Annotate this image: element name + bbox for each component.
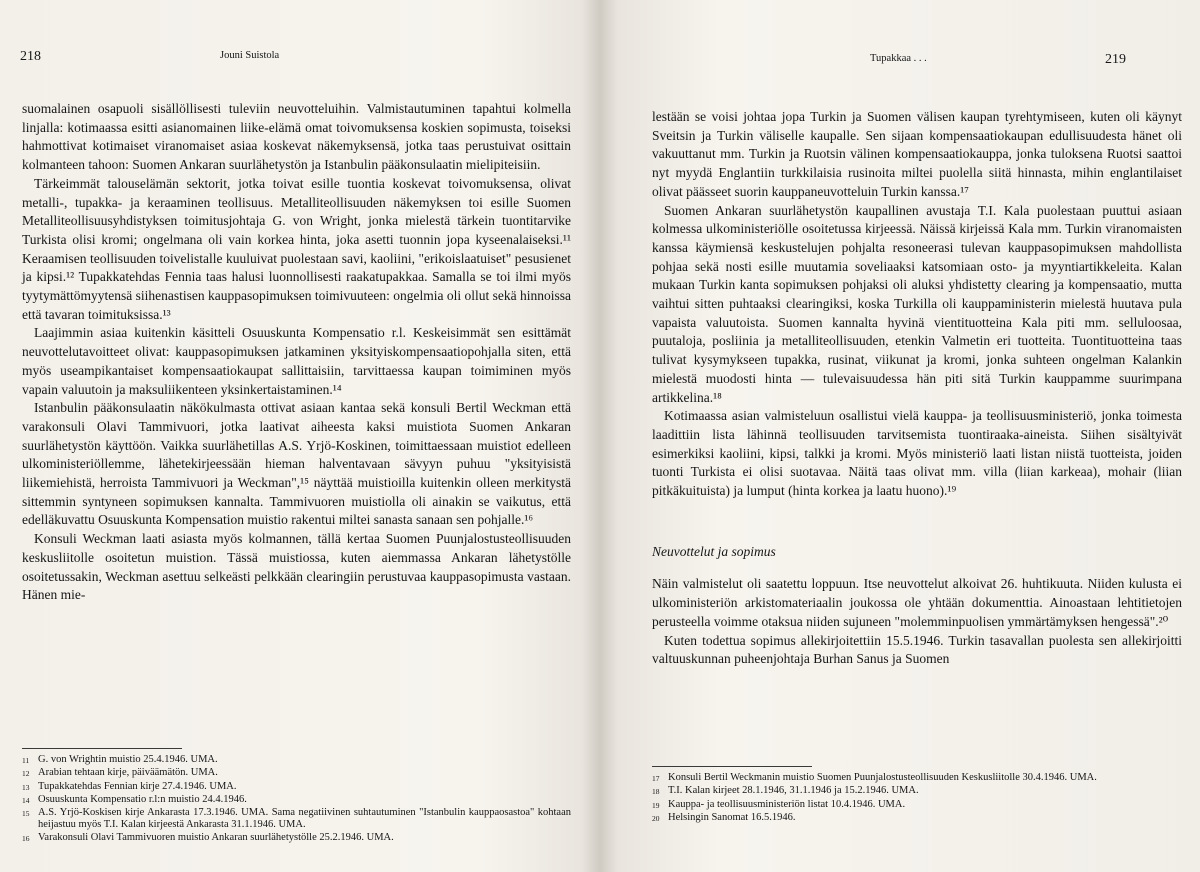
- footnote-text: A.S. Yrjö-Koskisen kirje Ankarasta 17.3.1946. UMA. Sama negatiivinen suhtautuminen "Istanbulin kauppaosastoa" kohtaan heijastuu myös T.I. Kalan kirjeestä Ankarasta 31.1.1946. UMA.: [38, 807, 571, 831]
- paragraph: Laajimmin asiaa kuitenkin käsitteli Osuuskunta Kompensatio r.l. Keskeisimmät sen esittämät neuvottelutavoitteet olivat: kauppasopimuksen jatkaminen yksityiskompensaatiopohjalla siten, että myös useampikantaiset kompensaatiokaupat sallittaisiin, tarvittaessa kaupan toimiminen myös vapain valuutoin ja maksuliikenteen yksinkertaistaminen.¹⁴: [22, 325, 571, 397]
- footnote: [652, 799, 1182, 812]
- paragraph: lestään se voisi johtaa jopa Turkin ja Suomen välisen kaupan tyrehtymiseen, kuten oli käynyt Sveitsin ja Turkin väliselle kaupalle. Sen sijaan kompensaatiokaupan edullisuudesta hänet oli vakuuttanut mm. Turkin ja Ruotsin välinen kompensaatiokauppa, jonka tuloksena Ruotsi saattoi nyt myydä Englantiin turkkilaisia rusinoita miltei puolella siitä hinnasta, mihin englantilaiset olivat päässeet suorin kauppaneuvotteluin Turkin kanssa.¹⁷: [652, 109, 1182, 199]
- footnote-rule: [652, 766, 812, 767]
- footnote-text: Tupakkatehdas Fennian kirje 27.4.1946. UMA.: [38, 780, 237, 792]
- paragraph: Tärkeimmät talouselämän sektorit, jotka toivat esille tuontia koskevat toivomuksensa, olivat metalli-, tupakka- ja keraaminen teollisuus. Metalliteollisuuden näkemyksen toi esille Suomen Metalliteollisuusyhdistyksen toimitusjohtaja G. von Wright, jonka mielestä tärkein tuontitarvike Turkista olisi kromi; ongelmana oli vain korkea hinta, joka asetti tuonnin jopa kyseenalaiseksi.¹¹ Keraamisen teollisuuden toivelistalle kuuluivat puolestaan savi, kaoliini, "erikoislaatuiset" pesusienet ja kipsi.¹² Tupakkatehdas Fennia taas halusi luonnollisesti raakatupakkaa. Samalla se toi ilmi myös tyytymättömyytensä siihenastisen kauppasopimuksen toimivuuteen: ongelmia oli ollut sekä hinnoissa että tavaran toimituksissa.¹³: [22, 175, 571, 322]
- footnote-text: Osuuskunta Kompensatio r.l:n muistio 24.4.1946.: [38, 793, 247, 805]
- paragraph: Suomen Ankaran suurlähetystön kaupallinen avustaja T.I. Kala puolestaan puuttui asiaan kolmessa ulkoministeriölle osoitetussa kirjeessä. Näissä kirjeissä Kala mm. Turkin viranomaisten kanssa käymiensä keskustelujen pohjalta resoneerasi tulevan kauppasopimuksen mahdollista pohjaa sekä nosti esille muutamia soveliaaksi katsomiaan osto- ja myyntiartikkeleita. Kalan mukaan Turkin kanta sopimuksen pohjaksi oli aluksi yhdistetty clearing ja kompensaatio, mutta vaihtui sitten puhtaaksi clearingiksi, koska Turkilla oli kauppaministerin mielestä huutava pula vapaista valuutoista. Suomen kannalta hyvinä vientituotteina Kala piti mm. selluloosaa, puutaloja, posliinia ja metalliteollisuuden, etenkin Valmetin eri tuotteita. Tuontituotteina taas tulivat kysymykseen tupakka, rusinat, viikunat ja kromi, jonka suhteen ongelman Kalankin mielestä muodosti hinta — tulevaisuudessa hän piti sitä Turkin kauppamme suurimpana artikkelina.¹⁸: [652, 202, 1182, 405]
- right-page: [600, 0, 1200, 872]
- footnote-text: G. von Wrightin muistio 25.4.1946. UMA.: [38, 754, 218, 765]
- paragraph: Kuten todettua sopimus allekirjoitettiin 15.5.1946. Turkin tasavallan puolesta sen allekirjoitti valtuuskunnan puheenjohtaja Burhan Sanus ja Suomen: [652, 632, 1182, 667]
- footnotes: [652, 772, 1182, 825]
- footnote-text: Konsuli Bertil Weckmanin muistio Suomen Puunjalostusteollisuuden Keskusliitolle 30.4.1946. UMA.: [668, 772, 1097, 783]
- paragraph: Kotimaassa asian valmisteluun osallistui vielä kauppa- ja teollisuusministeriö, jonka toimesta laadittiin lista lähinnä teollisuuden tarvitsemista tuontiraaka-aineista. Siihen sisältyivät esimerkiksi kaoliini, kipsi, talkki ja kromi. Myös ministeriö laati listan niistä tuotteista, joiden tuonti Turkista ei olisi suotavaa. Näitä taas olivat mm. villa (liian karkeaa), mohair (liian pitkäkuituista) ja lumput (hinta korkea ja laatu huono).¹⁹: [652, 408, 1182, 499]
- body-text: [22, 100, 571, 605]
- footnote: [652, 812, 1182, 825]
- paragraph: Konsuli Weckman laati asiasta myös kolmannen, tällä kertaa Suomen Puunjalostusteollisuuden keskusliitolle osoitetun muistion. Tässä muistiossa, kuten aiemmassa Ankaran lähetystölle osoitetussakin, Weckman asettuu selkeästi pelkkään clearingiin perustuvaa kauppasopimusta vastaan. Hänen mie-: [22, 531, 571, 603]
- paragraph: Istanbulin pääkonsulaatin näkökulmasta ottivat asiaan kantaa sekä konsuli Bertil Weckman että varakonsuli Olavi Tammivuori, jotka laativat aiheesta kaksi muistiota Suomen Ankaran suurlähetystön käyttöön. Vaikka suurlähetillas A.S. Yrjö-Koskinen, toimittaessaan muistiot edelleen ulkoministeriöllemme, lähetekirjeessään hieman halventavaan sävyyn puhuu "yksityisistä liikemiehistä, herroista Tammivuori ja Weckman",¹⁵ näyttää muistioilla kuitenkin olleen merkitystä sittemmin syntyneen sopimuksen kannalta. Tammivuoren muistiolla oli ainakin se vaikutus, että edelläkuvattu Osuuskunta Kompensation muistio rakentui miltei sanasta sanaan sen pohjalle.¹⁶: [22, 400, 571, 528]
- footnote-text: Varakonsuli Olavi Tammivuoren muistio Ankaran suurlähetystölle 25.2.1946. UMA.: [38, 831, 394, 843]
- footnote-number: 18: [652, 787, 660, 797]
- footnote-number: 15: [22, 809, 30, 819]
- footnote-text: Kauppa- ja teollisuusministeriön listat 10.4.1946. UMA.: [668, 798, 906, 810]
- footnote: [22, 832, 571, 845]
- running-title: Tupakkaa . . .: [870, 53, 927, 64]
- footnote-text: Helsingin Sanomat 16.5.1946.: [668, 811, 796, 823]
- footnote-number: 19: [652, 800, 660, 810]
- footnote-text: Arabian tehtaan kirje, päiväämätön. UMA.: [38, 767, 218, 779]
- paragraph: suomalainen osapuoli sisällöllisesti tuleviin neuvotteluihin. Valmistautuminen tapahtui kolmella linjalla: kotimaassa esitti asianomainen liike-elämä omat toivomuksensa koskien sopimusta, toiseksi hahmottivat kotimaiset viranomaiset asiaa koskevat näkemyksensä, jotka taas perustuivat osittain kolmanteen tahoon: Suomen Ankaran suurlähetystön ja Istanbulin pääkonsulaatin mielipiteisiin.: [22, 101, 571, 173]
- page-header: [0, 49, 600, 69]
- footnote-number: 11: [22, 756, 30, 765]
- footnote: [22, 807, 571, 832]
- paragraph: Näin valmistelut oli saatettu loppuun. Itse neuvottelut alkoivat 26. huhtikuuta. Niiden kulusta ei ulkoministeriön arkistomateriaalin joukossa ole yhtään dokumenttia. Ainoastaan lehtitietojen perusteella voimme otaksua niiden sujuneen "molemminpuolisen ymmärtämyksen hengessä".²⁰: [652, 576, 1182, 629]
- section-heading: Neuvottelut ja sopimus: [652, 543, 776, 559]
- running-title: Jouni Suistola: [220, 50, 280, 61]
- footnote: [22, 767, 571, 780]
- footnote-number: 14: [22, 795, 30, 805]
- footnote: [22, 794, 571, 807]
- footnote-number: 13: [22, 782, 30, 792]
- page-number: 218: [20, 49, 41, 64]
- footnote: [22, 754, 571, 767]
- footnote-text: T.I. Kalan kirjeet 28.1.1946, 31.1.1946 ja 15.2.1946. UMA.: [668, 785, 919, 797]
- page-number: 219: [1105, 52, 1126, 67]
- footnote-number: 20: [652, 813, 660, 823]
- footnote: [652, 772, 1182, 785]
- page-header: [600, 52, 1200, 72]
- footnote-number: 12: [22, 769, 30, 779]
- body-text: [652, 108, 1182, 669]
- footnote: [22, 781, 571, 794]
- footnote-number: 17: [652, 774, 660, 783]
- footnote: [652, 785, 1182, 798]
- footnotes: [22, 754, 571, 845]
- footnote-rule: [22, 748, 182, 749]
- footnote-number: 16: [22, 833, 30, 843]
